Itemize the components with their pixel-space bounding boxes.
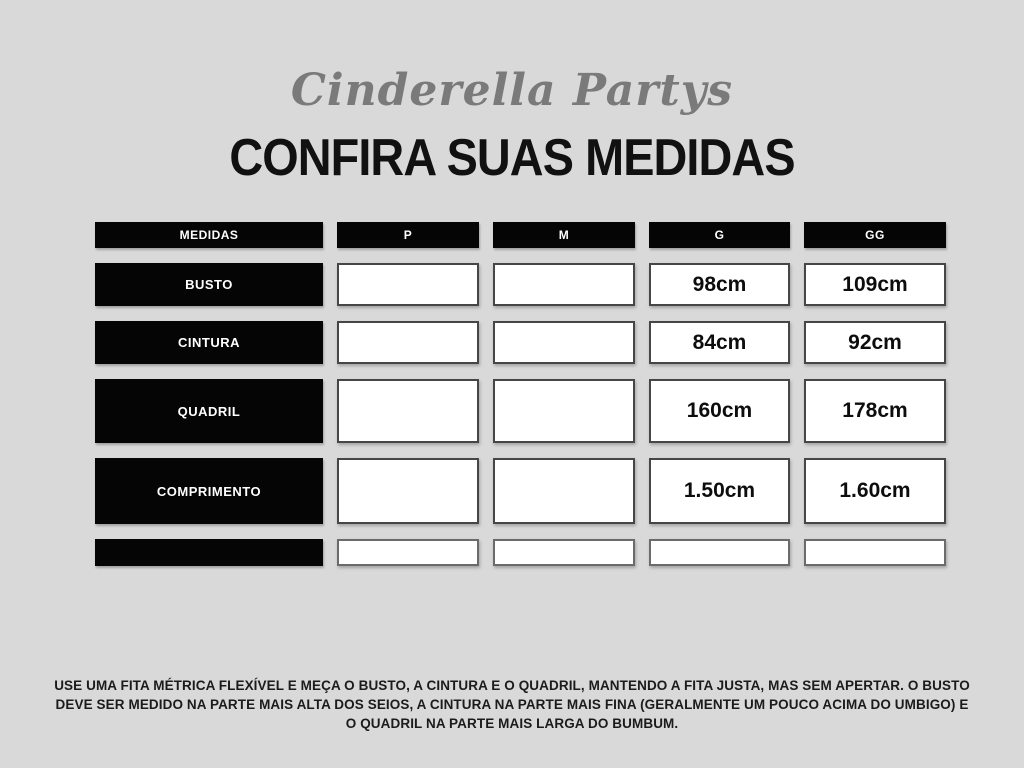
- row-label-quadril: QUADRIL: [95, 379, 323, 443]
- instructions-line-3: O QUADRIL NA PARTE MAIS LARGA DO BUMBUM.: [345, 716, 679, 731]
- value-cell-cintura-gg: 92cm: [804, 321, 946, 364]
- value-cell-quadril-p: [337, 379, 479, 443]
- value-cell-quadril-gg: 178cm: [804, 379, 946, 443]
- row-label-cintura: CINTURA: [95, 321, 323, 364]
- instructions-line-1: USE UMA FITA MÉTRICA FLEXÍVEL E MEÇA O BUSTO, A CINTURA E O QUADRIL, MANTENDO A FITA JUSTA, MAS SEM APERTAR. O BUSTO: [54, 678, 970, 693]
- column-header-m: M: [493, 222, 635, 248]
- instructions-line-2: DEVE SER MEDIDO NA PARTE MAIS ALTA DOS SEIOS, A CINTURA NA PARTE MAIS FINA (GERALMENTE UM POUCO ACIMA DO UMBIGO) E: [55, 697, 969, 712]
- column-header-medidas: MEDIDAS: [95, 222, 323, 248]
- value-cell-quadril-m: [493, 379, 635, 443]
- value-cell-comprimento-g: 1.50cm: [649, 458, 790, 524]
- value-cell-cintura-g: 84cm: [649, 321, 790, 364]
- measurement-instructions: [52, 676, 972, 733]
- value-cell-cintura-m: [493, 321, 635, 364]
- column-header-gg: GG: [804, 222, 946, 248]
- value-cell-cintura-p: [337, 321, 479, 364]
- column-header-p: P: [337, 222, 479, 248]
- value-cell-quadril-g: 160cm: [649, 379, 790, 443]
- value-cell-busto-g: 98cm: [649, 263, 790, 306]
- value-cell-comprimento-p: [337, 458, 479, 524]
- row-label-comprimento: COMPRIMENTO: [95, 458, 323, 524]
- value-cell-empty-g: [649, 539, 790, 566]
- value-cell-comprimento-m: [493, 458, 635, 524]
- page-title: CONFIRA SUAS MEDIDAS: [229, 129, 795, 187]
- value-cell-empty-m: [493, 539, 635, 566]
- row-label-busto: BUSTO: [95, 263, 323, 306]
- column-header-g: G: [649, 222, 790, 248]
- value-cell-empty-gg: [804, 539, 946, 566]
- value-cell-comprimento-gg: 1.60cm: [804, 458, 946, 524]
- value-cell-empty-p: [337, 539, 479, 566]
- value-cell-busto-gg: 109cm: [804, 263, 946, 306]
- brand-title: Cinderella Partys: [290, 65, 734, 116]
- value-cell-busto-p: [337, 263, 479, 306]
- size-table: [95, 222, 946, 566]
- row-label-empty: [95, 539, 323, 566]
- value-cell-busto-m: [493, 263, 635, 306]
